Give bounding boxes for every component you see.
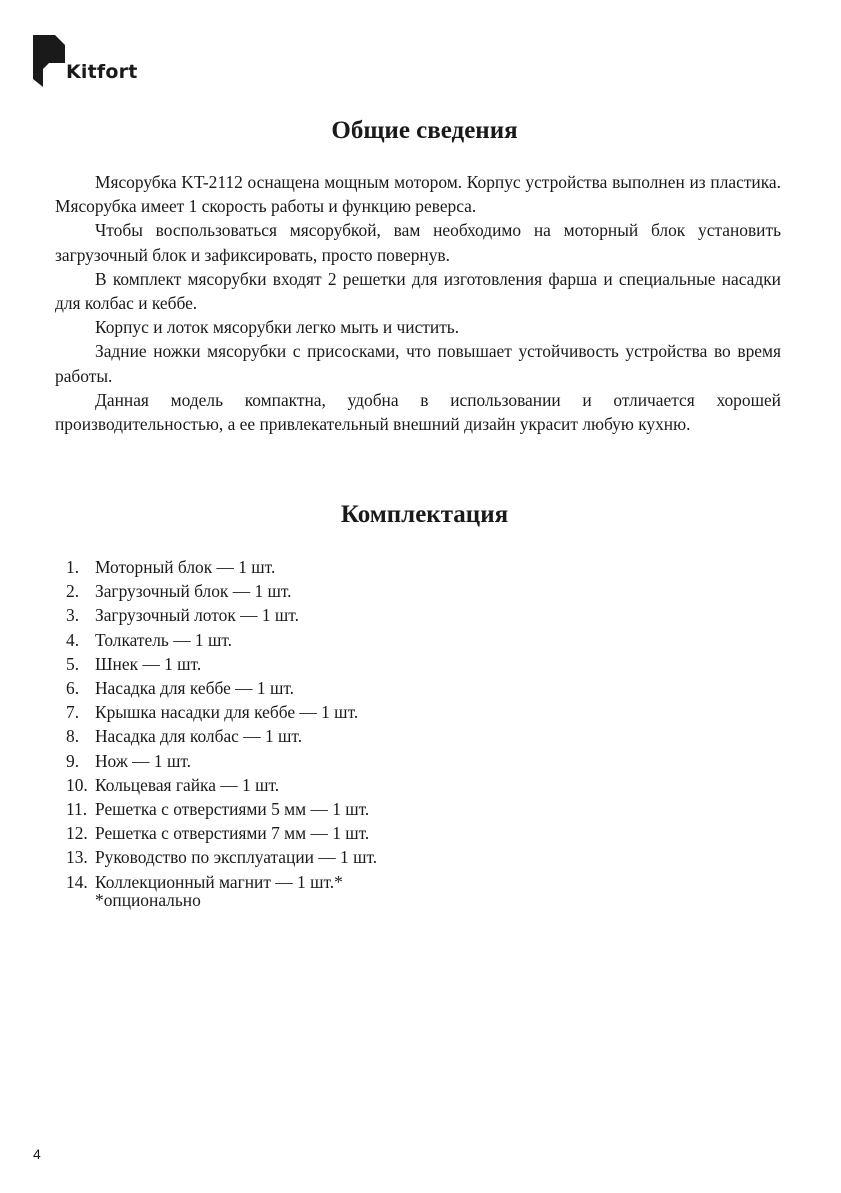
item-text: Загрузочный лоток — 1 шт. xyxy=(95,605,299,626)
item-number: 4. xyxy=(66,629,80,650)
general-paragraph: Данная модель компактна, удобна в использовании и отличается хорошей производительностью, а ее привлекательный внешний дизайн украсит любую кухню. xyxy=(55,389,781,435)
list-item xyxy=(66,579,377,603)
list-item xyxy=(66,700,377,724)
general-paragraph: Задние ножки мясорубки с присосками, что повышает устойчивость устройства во время работы. xyxy=(55,341,781,386)
item-text: Крышка насадки для кеббе — 1 шт. xyxy=(95,702,359,723)
item-number: 9. xyxy=(66,750,80,771)
item-number: 7. xyxy=(66,702,80,723)
list-item xyxy=(66,628,377,652)
general-info-title: Общие сведения xyxy=(331,117,518,144)
item-text: Руководство по эксплуатации — 1 шт. xyxy=(95,847,378,868)
item-text: Решетка с отверстиями 7 мм — 1 шт. xyxy=(95,823,370,844)
item-text: Насадка для кеббе — 1 шт. xyxy=(95,678,294,699)
general-paragraph: Корпус и лоток мясорубки легко мыть и чистить. xyxy=(95,317,460,338)
item-text: Толкатель — 1 шт. xyxy=(95,629,233,650)
item-number: 6. xyxy=(66,678,80,699)
item-number: 2. xyxy=(66,581,80,602)
list-item xyxy=(66,797,377,821)
list-item xyxy=(66,724,377,748)
item-text: Коллекционный магнит — 1 шт.* xyxy=(95,871,343,892)
item-number: 11. xyxy=(66,799,88,820)
list-item xyxy=(66,773,377,797)
optional-footnote: *опционально xyxy=(95,890,201,910)
item-number: 10. xyxy=(66,774,88,795)
list-item xyxy=(66,555,377,579)
item-number: 5. xyxy=(66,653,80,674)
general-paragraph: В комплект мясорубки входят 2 решетки для изготовления фарша и специальные насадки для колбас и кеббе. xyxy=(55,268,781,314)
item-number: 1. xyxy=(66,557,80,577)
item-text: Моторный блок — 1 шт. xyxy=(95,557,276,577)
list-item xyxy=(66,603,377,627)
item-text: Нож — 1 шт. xyxy=(95,750,191,771)
item-number: 13. xyxy=(66,847,88,868)
brand-name: Kitfort xyxy=(66,61,138,83)
item-number: 12. xyxy=(66,823,88,844)
list-item xyxy=(66,845,377,869)
page-number: 4 xyxy=(33,1146,41,1162)
kitfort-logo xyxy=(33,35,143,87)
list-item xyxy=(66,749,377,773)
list-item xyxy=(66,821,377,845)
item-number: 14. xyxy=(66,871,88,892)
item-number: 8. xyxy=(66,726,80,747)
item-text: Загрузочный блок — 1 шт. xyxy=(95,581,292,602)
general-info-text xyxy=(55,170,781,436)
list-item xyxy=(66,652,377,676)
item-number: 3. xyxy=(66,605,80,626)
general-paragraph: Чтобы воспользоваться мясорубкой, вам необходимо на моторный блок установить загрузочный блок и зафиксировать, просто повернув. xyxy=(55,220,781,265)
general-paragraph: Мясорубка KT-2112 оснащена мощным мотором. Корпус устройства выполнен из пластика. Мясорубка имеет 1 скорость работы и функцию реверса. xyxy=(55,172,781,217)
item-text: Насадка для колбас — 1 шт. xyxy=(95,726,303,747)
item-text: Решетка с отверстиями 5 мм — 1 шт. xyxy=(95,799,370,820)
item-text: Кольцевая гайка — 1 шт. xyxy=(95,774,280,795)
item-text: Шнек — 1 шт. xyxy=(95,653,202,674)
list-item xyxy=(66,676,377,700)
kit-contents-title: Комплектация xyxy=(340,501,509,528)
kit-contents-list xyxy=(66,555,377,894)
